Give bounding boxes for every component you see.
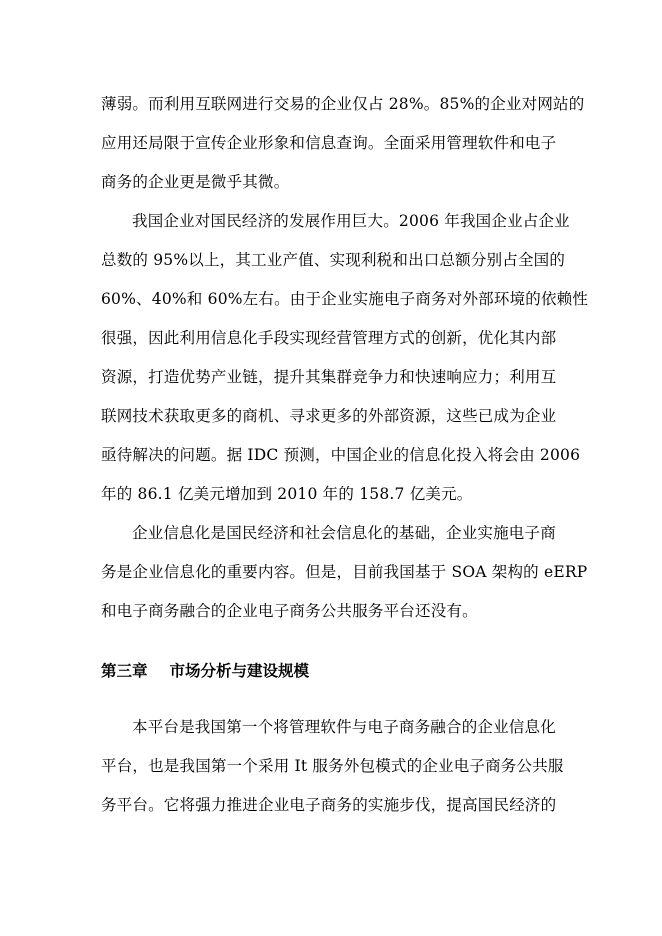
chapter-title: 市场分析与建设规模 xyxy=(169,661,310,680)
paragraph-line: 务是企业信息化的重要内容。但是，目前我国基于 SOA 架构的 eERP xyxy=(101,563,588,581)
paragraph-line: 联网技术获取更多的商机、寻求更多的外部资源，这些已成为企业 xyxy=(101,407,557,425)
paragraph-4 xyxy=(101,708,564,825)
paragraph-line: 亟待解决的问题。据 IDC 预测，中国企业的信息化投入将会由 2006 xyxy=(101,446,581,464)
paragraph-line: 务平台。它将强力推进企业电子商务的实施步伐，提高国民经济的 xyxy=(101,796,557,814)
chapter-number: 第三章 xyxy=(101,661,148,680)
paragraph-1 xyxy=(101,85,585,202)
paragraph-line: 总数的 95%以上，其工业产值、实现利税和出口总额分别占全国的 xyxy=(101,251,566,269)
paragraph-line: 平台，也是我国第一个采用 It 服务外包模式的企业电子商务公共服 xyxy=(101,757,564,775)
paragraph-line: 我国企业对国民经济的发展作用巨大。2006 年我国企业占企业 xyxy=(132,212,570,230)
paragraph-line: 很强，因此利用信息化手段实现经营管理方式的创新，优化其内部 xyxy=(101,329,557,347)
paragraph-line: 年的 86.1 亿美元增加到 2010 年的 158.7 亿美元。 xyxy=(101,485,473,503)
paragraph-line: 薄弱。而利用互联网进行交易的企业仅占 28%。85%的企业对网站的 xyxy=(101,95,585,113)
paragraph-line: 本平台是我国第一个将管理软件与电子商务融合的企业信息化 xyxy=(132,718,556,736)
paragraph-3 xyxy=(101,514,588,631)
paragraph-line: 和电子商务融合的企业电子商务公共服务平台还没有。 xyxy=(101,602,478,620)
paragraph-line: 资源，打造优势产业链，提升其集群竞争力和快速响应力；利用互 xyxy=(101,368,557,386)
chapter-heading xyxy=(101,651,309,690)
paragraph-line: 商务的企业更是微乎其微。 xyxy=(101,173,290,191)
paragraph-2 xyxy=(101,202,589,514)
paragraph-line: 60%、40%和 60%左右。由于企业实施电子商务对外部环境的依赖性 xyxy=(101,290,589,308)
paragraph-line: 应用还局限于宣传企业形象和信息查询。全面采用管理软件和电子 xyxy=(101,134,557,152)
paragraph-line: 企业信息化是国民经济和社会信息化的基础，企业实施电子商 xyxy=(132,524,556,542)
